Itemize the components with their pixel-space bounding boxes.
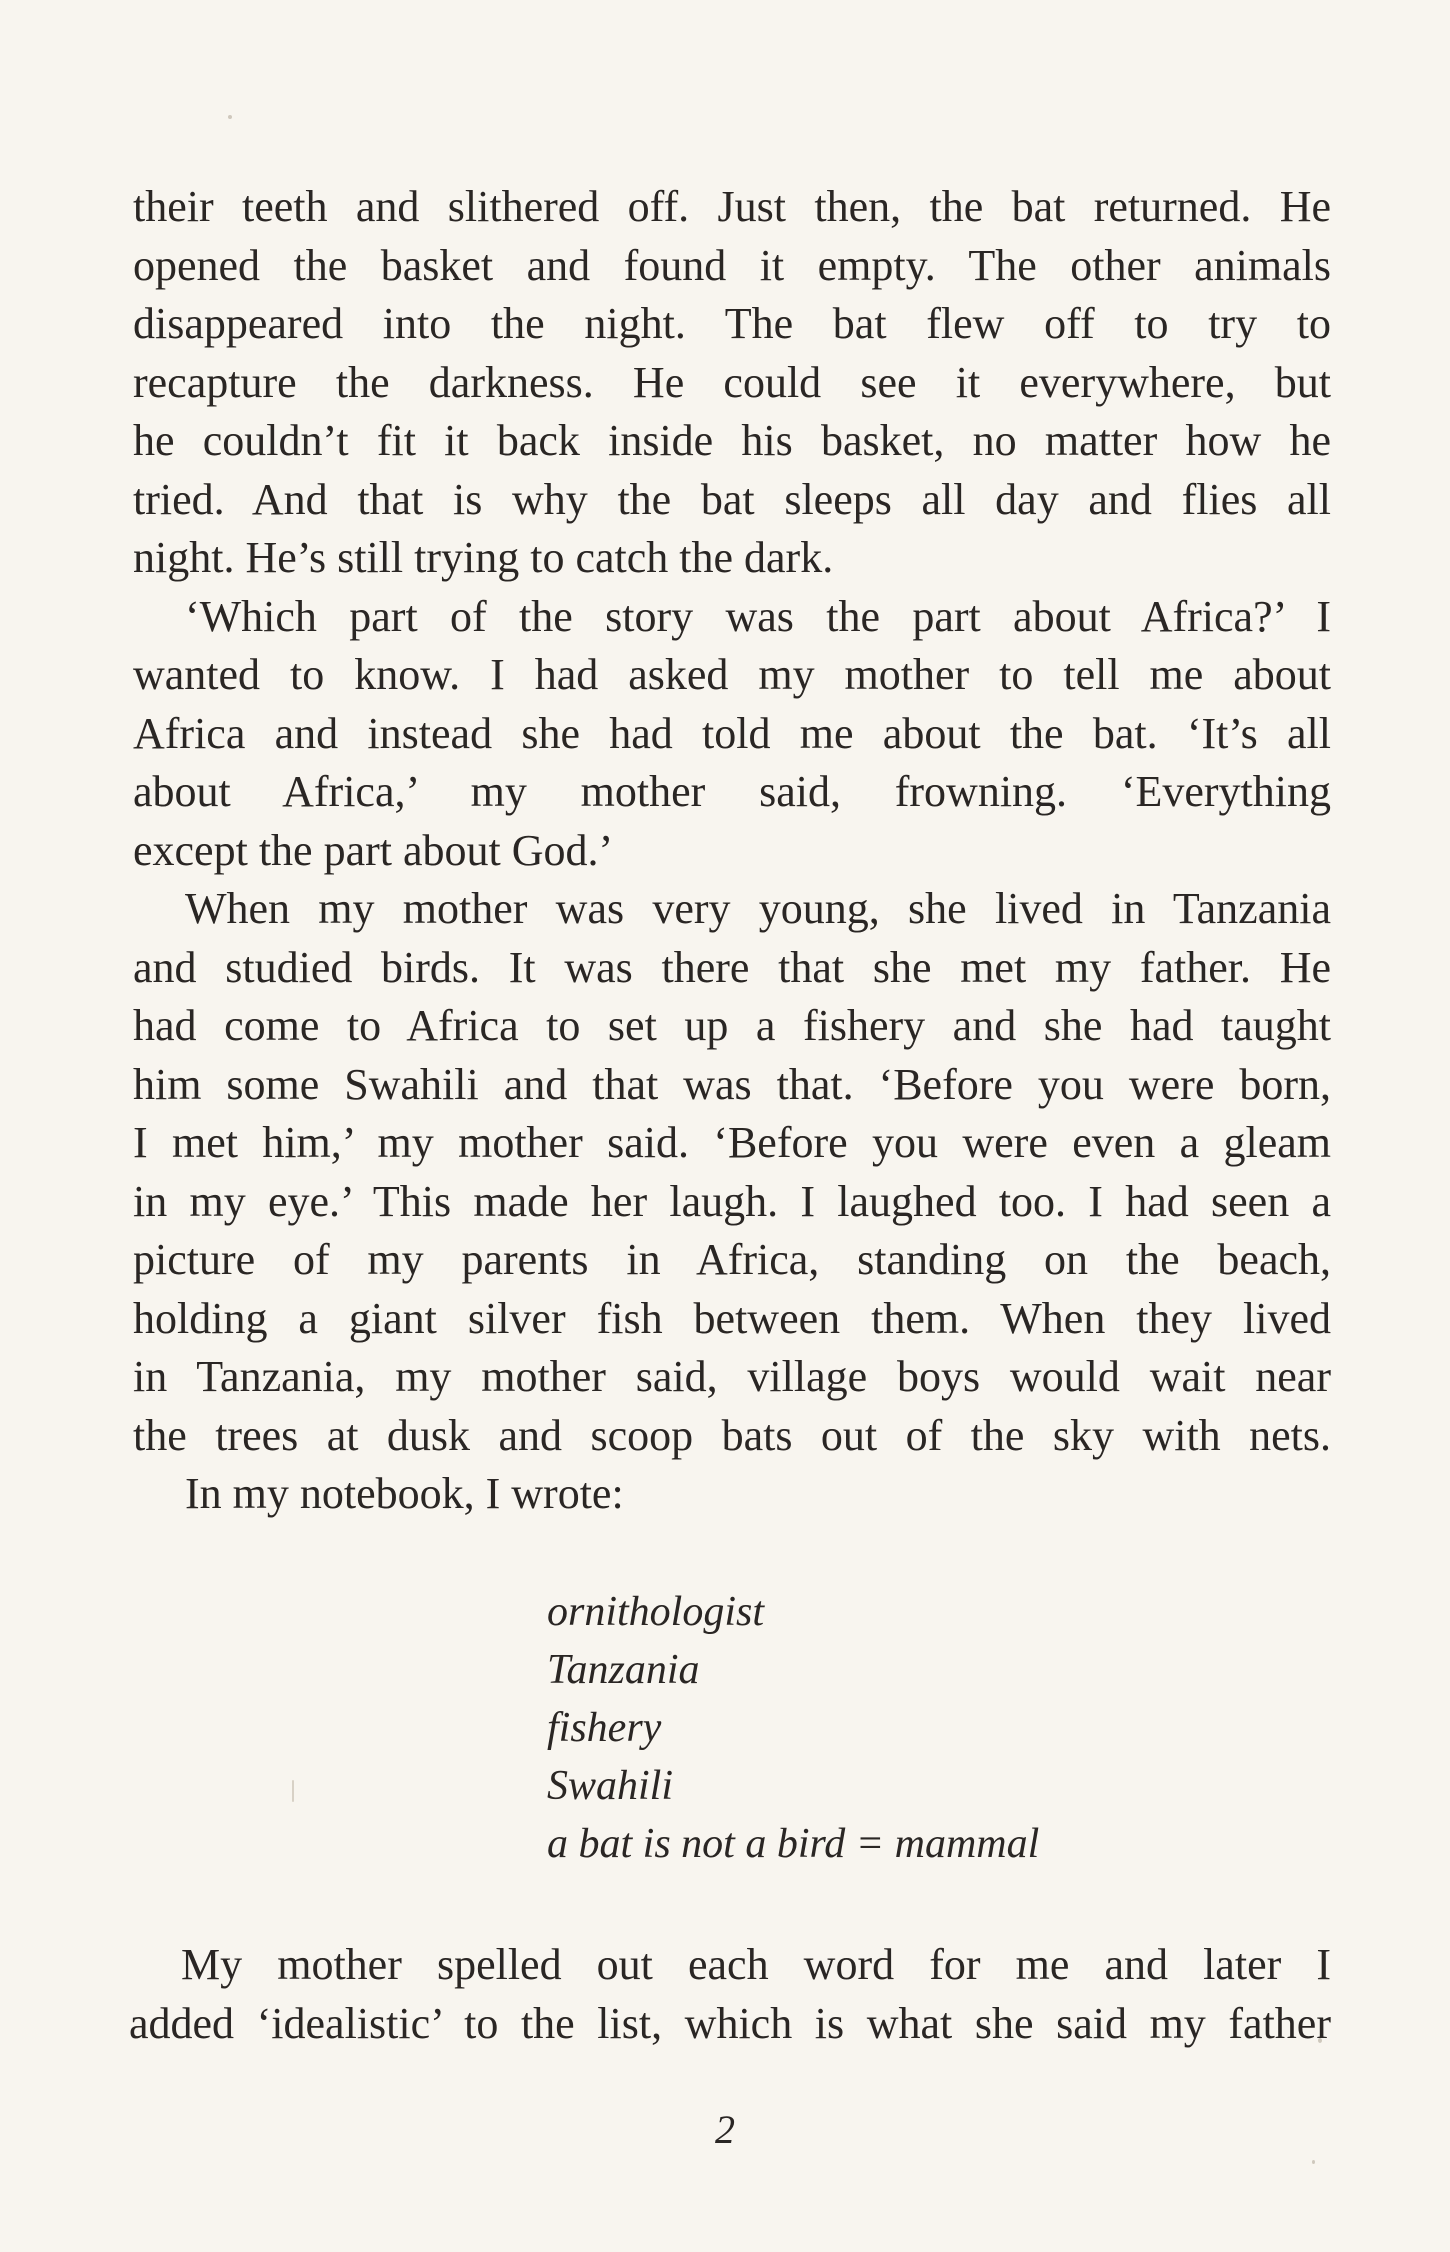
text-line: about Africa,’ my mother said, frowning. ‘Everything (133, 767, 1331, 816)
text-line: tried. And that is why the bat sleeps all day and flies all (133, 474, 1331, 524)
text-line: in my eye.’ This made her laugh. I laughed too. I had seen a (133, 1176, 1331, 1226)
text-line: ‘Which part of the story was the part about Africa?’ I (185, 591, 1331, 641)
text-line: Africa and instead she had told me about the bat. ‘It’s all (133, 708, 1331, 758)
text-line: My mother spelled out each word for me and later I (181, 1940, 1331, 1989)
notebook-entry: a bat is not a bird = mammal (547, 1821, 1040, 1867)
text-line: disappeared into the night. The bat flew off to try to (133, 299, 1331, 348)
text-line: him some Swahili and that was that. ‘Before you were born, (133, 1059, 1331, 1109)
text-line: had come to Africa to set up a fishery and she had taught (133, 1001, 1331, 1050)
text-line: recapture the darkness. He could see it everywhere, but (133, 357, 1331, 407)
paper-speck (228, 115, 232, 119)
notebook-list (547, 1583, 1039, 1873)
notebook-entry: fishery (547, 1705, 662, 1751)
text-line: the trees at dusk and scoop bats out of the sky with nets. (133, 1410, 1331, 1460)
text-line: holding a giant silver fish between them. When they lived (133, 1293, 1331, 1343)
text-line: I met him,’ my mother said. ‘Before you were even a gleam (133, 1118, 1331, 1167)
text-line: added ‘idealistic’ to the list, which is what she said my father (129, 1998, 1331, 2048)
text-line: When my mother was very young, she lived in Tanzania (185, 884, 1331, 933)
paper-speck (292, 1780, 294, 1802)
text-line: and studied birds. It was there that she met my father. He (133, 942, 1331, 992)
closing-text (129, 1936, 1331, 2053)
text-line: except the part about God.’ (133, 825, 614, 875)
notebook-entry: Swahili (547, 1763, 674, 1809)
text-line: night. He’s still trying to catch the dark. (133, 533, 834, 582)
paper-speck (1312, 2160, 1315, 2164)
text-line: In my notebook, I wrote: (185, 1469, 624, 1518)
page-number: 2 (715, 2107, 735, 2152)
text-line: in Tanzania, my mother said, village boys would wait near (133, 1352, 1331, 1401)
text-line: wanted to know. I had asked my mother to tell me about (133, 650, 1331, 699)
notebook-entry: Tanzania (547, 1647, 700, 1693)
body-text (133, 178, 1331, 1524)
notebook-entry: ornithologist (547, 1589, 765, 1635)
text-line: picture of my parents in Africa, standing on the beach, (133, 1235, 1331, 1284)
text-line: their teeth and slithered off. Just then, the bat returned. He (133, 182, 1331, 231)
text-line: opened the basket and found it empty. The other animals (133, 240, 1331, 290)
text-line: he couldn’t fit it back inside his basket, no matter how he (133, 416, 1331, 465)
